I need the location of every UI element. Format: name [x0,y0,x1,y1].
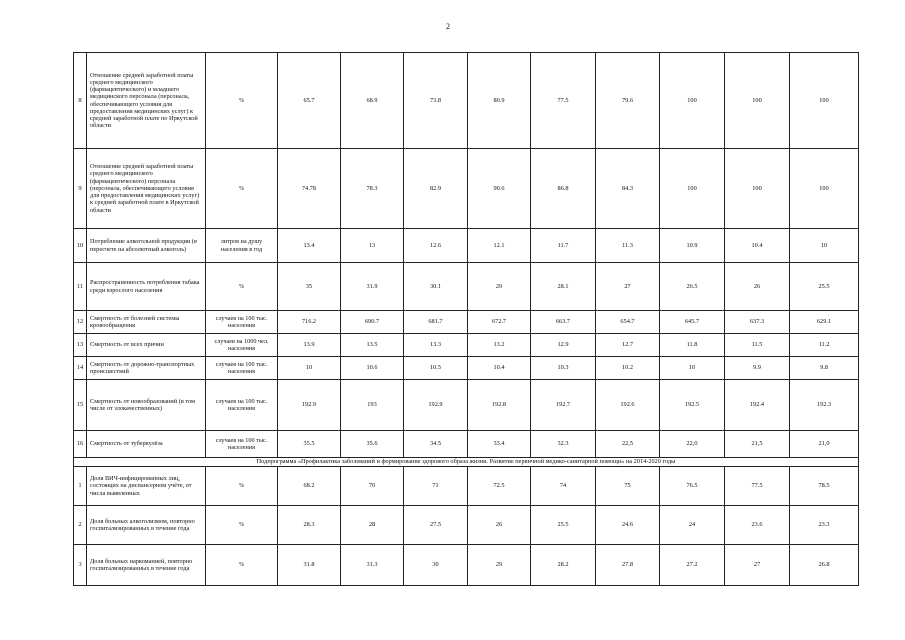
value-cell: 13.9 [278,334,341,357]
unit-cell: случаев на 100 тыс. населения [206,357,278,380]
value-cell: 35.6 [341,431,404,458]
value-cell: 11.3 [596,229,660,263]
value-cell: 13.3 [404,334,468,357]
value-cell: 26.8 [790,545,859,586]
row-number: 13 [74,334,87,357]
value-cell: 10.6 [341,357,404,380]
table-row [74,380,859,431]
table-row [74,467,859,506]
value-cell: 10.9 [660,229,725,263]
value-cell: 31.3 [341,545,404,586]
indicator-name: Смертность от новообразований (в том числе от злокачественных) [87,380,206,431]
value-cell: 30.1 [404,263,468,311]
row-number: 3 [74,545,87,586]
value-cell: 192.3 [790,380,859,431]
value-cell: 22,0 [660,431,725,458]
value-cell: 25.5 [790,263,859,311]
value-cell: 65.7 [278,53,341,149]
value-cell: 78.5 [790,467,859,506]
value-cell: 26 [468,506,531,545]
value-cell: 80.9 [468,53,531,149]
value-cell: 13.5 [341,334,404,357]
value-cell: 11.7 [531,229,596,263]
value-cell: 31.9 [341,263,404,311]
value-cell: 192.9 [404,380,468,431]
value-cell: 27 [596,263,660,311]
row-number: 16 [74,431,87,458]
row-number: 8 [74,53,87,149]
value-cell: 690.7 [341,311,404,334]
indicator-name: Потребление алкогольной продукции (в пересчете на абсолютный алкоголь) [87,229,206,263]
section-row [74,458,859,467]
value-cell: 716.2 [278,311,341,334]
value-cell: 21,5 [725,431,790,458]
table-row [74,545,859,586]
value-cell: 71 [404,467,468,506]
value-cell: 100 [660,149,725,229]
value-cell: 28.3 [278,506,341,545]
value-cell: 100 [790,53,859,149]
value-cell: 10.4 [468,357,531,380]
unit-cell: % [206,53,278,149]
table-row [74,506,859,545]
value-cell: 192.6 [596,380,660,431]
value-cell: 12.1 [468,229,531,263]
value-cell: 35.5 [278,431,341,458]
unit-cell: литров на душу населения в год [206,229,278,263]
value-cell: 25.5 [531,506,596,545]
table-row [74,357,859,380]
value-cell: 35 [278,263,341,311]
unit-cell: % [206,263,278,311]
value-cell: 637.3 [725,311,790,334]
value-cell: 654.7 [596,311,660,334]
value-cell: 74 [531,467,596,506]
unit-cell: % [206,506,278,545]
value-cell: 23.6 [725,506,790,545]
value-cell: 24 [660,506,725,545]
value-cell: 12.7 [596,334,660,357]
value-cell: 193 [341,380,404,431]
value-cell: 32.3 [531,431,596,458]
value-cell: 29 [468,545,531,586]
value-cell: 10.3 [531,357,596,380]
value-cell: 74.78 [278,149,341,229]
value-cell: 100 [790,149,859,229]
value-cell: 29 [468,263,531,311]
value-cell: 79.6 [596,53,660,149]
value-cell: 27 [725,545,790,586]
value-cell: 12.6 [404,229,468,263]
value-cell: 21,0 [790,431,859,458]
value-cell: 11.2 [790,334,859,357]
value-cell: 90.6 [468,149,531,229]
value-cell: 10 [660,357,725,380]
row-number: 10 [74,229,87,263]
indicators-table [73,52,859,586]
row-number: 1 [74,467,87,506]
unit-cell: случаев на 1000 чел. населения [206,334,278,357]
value-cell: 82.9 [404,149,468,229]
value-cell: 192.5 [660,380,725,431]
value-cell: 75 [596,467,660,506]
indicator-name: Доля больных наркоманией, повторно госпитализированных в течение года [87,545,206,586]
value-cell: 100 [660,53,725,149]
value-cell: 34.5 [404,431,468,458]
value-cell: 70 [341,467,404,506]
table-row [74,431,859,458]
indicator-name: Смертность от болезней системы кровообращения [87,311,206,334]
value-cell: 12.9 [531,334,596,357]
value-cell: 33.4 [468,431,531,458]
value-cell: 68.2 [278,467,341,506]
value-cell: 84.3 [596,149,660,229]
value-cell: 22,5 [596,431,660,458]
indicator-name: Доля больных алкоголизмом, повторно госпитализированных в течение года [87,506,206,545]
indicator-name: Отношение средней заработной платы среднего медицинского (фармацевтического) и младшего медицинского персонала (персонала, обеспечивающего условия для предоставления медицинских услуг) к средней заработной плате по Иркутской области [87,53,206,149]
value-cell: 645.7 [660,311,725,334]
indicator-name: Распространенность потребления табака среди взрослого населения [87,263,206,311]
unit-cell: случаев на 100 тыс. населения [206,380,278,431]
value-cell: 11.5 [725,334,790,357]
value-cell: 78.3 [341,149,404,229]
value-cell: 27.5 [404,506,468,545]
value-cell: 77.5 [725,467,790,506]
value-cell: 26 [725,263,790,311]
value-cell: 192.9 [278,380,341,431]
value-cell: 28.1 [531,263,596,311]
value-cell: 192.8 [468,380,531,431]
table-row [74,53,859,149]
value-cell: 73.8 [404,53,468,149]
value-cell: 30 [404,545,468,586]
value-cell: 24.6 [596,506,660,545]
value-cell: 629.1 [790,311,859,334]
value-cell: 681.7 [404,311,468,334]
unit-cell: случаев на 100 тыс. населения [206,311,278,334]
value-cell: 27.8 [596,545,660,586]
value-cell: 13.2 [468,334,531,357]
value-cell: 10.4 [725,229,790,263]
value-cell: 192.7 [531,380,596,431]
indicator-name: Доля ВИЧ-инфицированных лиц, состоящих на диспансерном учёте, от числа выявленных [87,467,206,506]
value-cell: 31.8 [278,545,341,586]
table-row [74,311,859,334]
unit-cell: % [206,149,278,229]
value-cell: 27.2 [660,545,725,586]
value-cell: 68.9 [341,53,404,149]
value-cell: 10.5 [404,357,468,380]
value-cell: 28 [341,506,404,545]
value-cell: 11.8 [660,334,725,357]
page-number: 2 [446,22,450,31]
value-cell: 192.4 [725,380,790,431]
table-row [74,229,859,263]
unit-cell: % [206,545,278,586]
table-row [74,149,859,229]
value-cell: 72.5 [468,467,531,506]
value-cell: 26.5 [660,263,725,311]
value-cell: 77.5 [531,53,596,149]
table-row [74,263,859,311]
value-cell: 76.5 [660,467,725,506]
value-cell: 672.7 [468,311,531,334]
value-cell: 100 [725,53,790,149]
value-cell: 13.4 [278,229,341,263]
value-cell: 9.8 [790,357,859,380]
value-cell: 10.2 [596,357,660,380]
row-number: 15 [74,380,87,431]
indicator-name: Смертность от туберкулёза [87,431,206,458]
row-number: 12 [74,311,87,334]
row-number: 11 [74,263,87,311]
unit-cell: % [206,467,278,506]
value-cell: 100 [725,149,790,229]
value-cell: 13 [341,229,404,263]
row-number: 14 [74,357,87,380]
value-cell: 86.8 [531,149,596,229]
indicator-name: Отношение средней заработной платы среднего медицинского (фармацевтического) персонала (персонала, обеспечивающего условия для предоставления медицинских услуг) к средней заработной плате в Иркутской области [87,149,206,229]
value-cell: 28.2 [531,545,596,586]
row-number: 2 [74,506,87,545]
value-cell: 10 [790,229,859,263]
value-cell: 9.9 [725,357,790,380]
value-cell: 663.7 [531,311,596,334]
value-cell: 23.3 [790,506,859,545]
indicator-name: Смертность от дорожно-транспортных происшествий [87,357,206,380]
table-row [74,334,859,357]
row-number: 9 [74,149,87,229]
indicator-name: Смертность от всех причин [87,334,206,357]
section-title: Подпрограмма «Профилактика заболеваний и формирование здорового образа жизни. Развитие первичной медико-санитарной помощи» на 2014-2020 годы [74,458,859,467]
value-cell: 10 [278,357,341,380]
unit-cell: случаев на 100 тыс. населения [206,431,278,458]
